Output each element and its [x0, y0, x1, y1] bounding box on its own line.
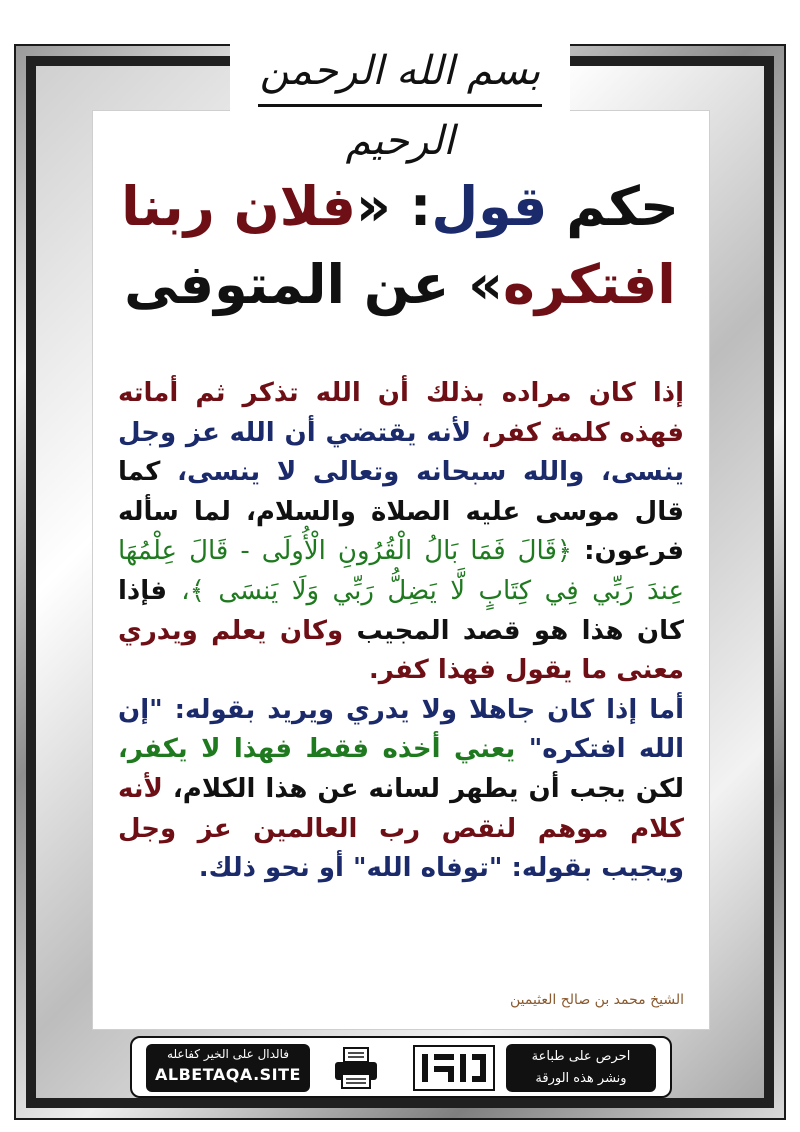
text-segment-6: فإذا كان هذا هو قصد المجيب: [118, 575, 684, 646]
text-segment-4: كما قال موسى عليه الصلاة والسلام، لما سأله فرعون:: [118, 457, 684, 567]
title-phrase: فلان ربنا افتكره: [121, 175, 676, 316]
title-quote-open: : «: [356, 175, 432, 238]
text-segment-10: لكن يجب أن يطهر لسانه عن هذا الكلام،: [162, 773, 684, 804]
title-word-qawl: قول: [431, 175, 548, 238]
site-link[interactable]: ALBETAQA.SITE: [155, 1065, 301, 1084]
footer-print-note: [506, 1044, 656, 1092]
text-segment-1: إذا كان مراده بذلك أن الله تذكر ثم أماته: [118, 378, 684, 408]
author-attribution: الشيخ محمد بن صالح العثيمين: [509, 992, 684, 1008]
print-note-line1: احرص على طباعة: [531, 1049, 631, 1064]
page-title: [120, 168, 680, 324]
text-segment-3: لأنه يقتضي أن الله عز وجل ينسى، والله سبحانه وتعالى لا ينسى،: [118, 417, 684, 488]
quran-verse: ﴿قَالَ فَمَا بَالُ الْقُرُونِ الْأُولَى - قَالَ عِلْمُهَا عِندَ رَبِّي فِي كِتَابٍ لَّا يَضِلُّ رَبِّي وَلَا يَنسَى ﴾،: [118, 536, 685, 606]
bismillah-calligraphy: بسم الله الرحمن الرحيم: [259, 48, 541, 164]
footer-bar: [130, 1036, 672, 1098]
footer-site-box: [146, 1044, 310, 1092]
print-note-line2: ونشر هذه الورقة: [535, 1071, 627, 1086]
printer-icon: [332, 1046, 380, 1090]
text-segment-9: يعني أخذه فقط فهذا لا يكفر،: [118, 734, 516, 765]
text-segment-2: فهذه كلمة كفر،: [480, 417, 684, 448]
text-segment-7: وكان يعلم ويدري معنى ما يقول فهذا كفر.: [118, 615, 684, 686]
footer-tagline: فالدال على الخير كفاعله: [167, 1047, 289, 1061]
bismillah-underline: [258, 104, 542, 107]
title-quote-close: » عن المتوفى: [124, 253, 504, 316]
dawa-waraqa-logo: [412, 1044, 496, 1092]
text-segment-8: أما إذا كان جاهلا ولا يدري ويريد بقوله: "إن الله افتكره": [118, 694, 684, 765]
title-word-hukm: حكم: [547, 175, 679, 238]
text-segment-12: ويجيب بقوله: "توفاه الله" أو نحو ذلك.: [198, 853, 684, 884]
fatwa-text: [118, 374, 684, 889]
text-segment-11: لأنه كلام موهم لنقص رب العالمين عز وجل: [118, 773, 684, 844]
